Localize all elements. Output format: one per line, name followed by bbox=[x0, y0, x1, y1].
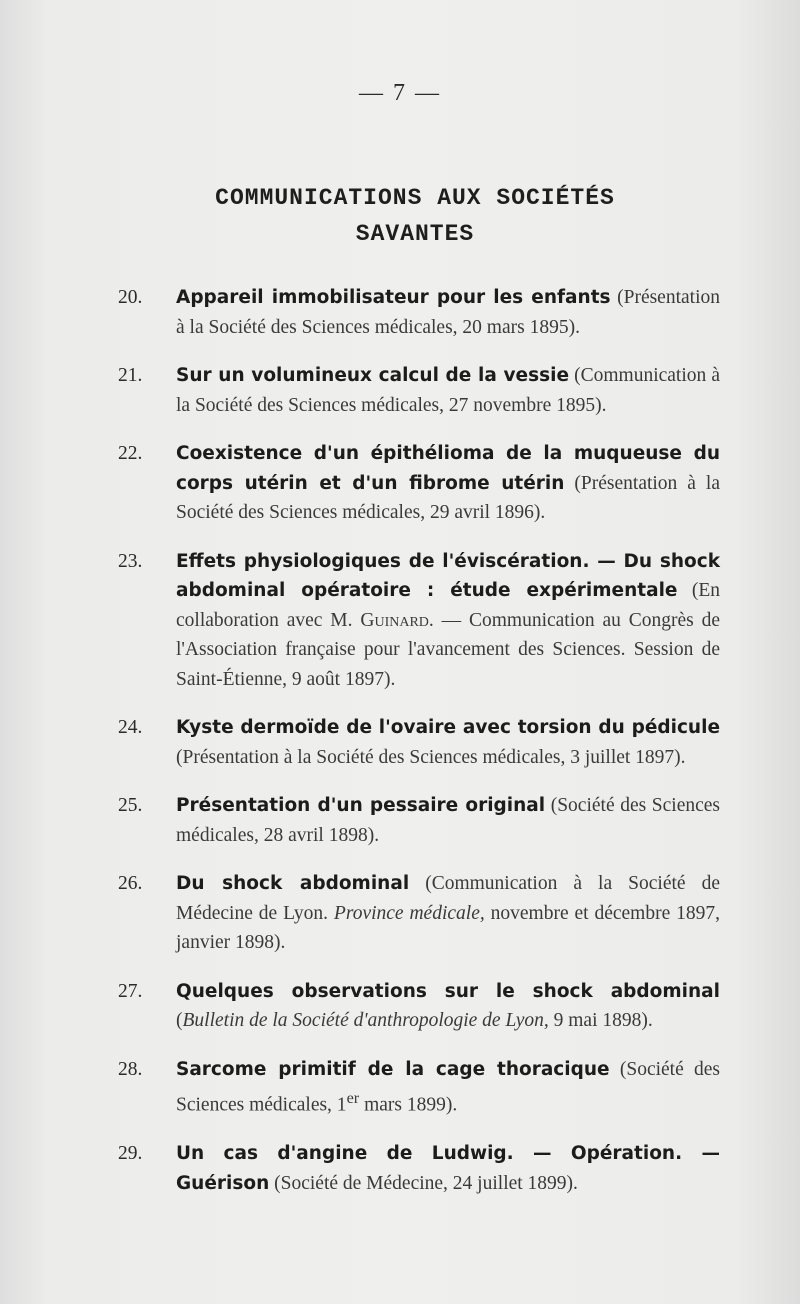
ordinal-superscript: er bbox=[346, 1089, 360, 1107]
page-number: — 7 — bbox=[359, 80, 441, 106]
collaborator-name: Guinard bbox=[360, 609, 429, 631]
entry-title: Coexistence d'un épithélioma de la muqueuse du corps utérin et d'un fibrome utérin bbox=[176, 443, 720, 494]
list-item bbox=[118, 869, 720, 958]
entry-details: (Présentation à la Société des Sciences médicales, 20 mars 1895). bbox=[176, 287, 720, 338]
journal-title: Province médicale, bbox=[333, 902, 485, 924]
journal-title: Bulletin de la Société d'anthropologie de Lyon, bbox=[182, 1010, 549, 1031]
entry-details-end: mars 1899). bbox=[364, 1094, 458, 1116]
entry-title: Présentation d'un pessaire original bbox=[176, 795, 546, 816]
entry-details-end: novembre et décembre 1897, janvier 1898). bbox=[176, 902, 720, 953]
entry-title: Sur un volumineux calcul de la vessie bbox=[176, 365, 570, 386]
entry-details: (Présentation à la Société des Sciences médicales, 29 avril 1896). bbox=[176, 472, 720, 523]
list-item bbox=[118, 713, 720, 772]
entry-details-start: (En collaboration avec M. bbox=[176, 580, 721, 631]
list-item bbox=[118, 547, 720, 695]
list-item bbox=[118, 791, 720, 850]
list-item bbox=[118, 1055, 720, 1121]
entry-title: Effets physiologiques de l'éviscération. — Du shock abdominal opératoire : étude expérimentale bbox=[176, 550, 720, 601]
entry-details-start: (Société des Sciences médicales, 1 bbox=[176, 1058, 721, 1116]
entry-number: 22. bbox=[118, 443, 143, 464]
entry-number: 21. bbox=[118, 365, 143, 386]
entry-title: Un cas d'angine de Ludwig. — Opération. — Guérison bbox=[176, 1143, 720, 1194]
entry-number: 26. bbox=[118, 873, 143, 894]
list-item bbox=[118, 283, 720, 342]
entry-details: (Communication à la Société des Sciences médicales, 27 novembre 1895). bbox=[176, 365, 721, 416]
entry-details: (Présentation à la Société des Sciences médicales, 3 juillet 1897). bbox=[176, 746, 686, 768]
entry-number: 28. bbox=[118, 1058, 143, 1080]
heading-line-2: SAVANTES bbox=[355, 221, 475, 247]
entry-title: Quelques observations sur le shock abdominal bbox=[176, 980, 720, 1002]
list-item bbox=[118, 977, 720, 1036]
list-item bbox=[118, 1139, 720, 1198]
entry-details: (Société des Sciences médicales, 28 avril 1898). bbox=[176, 795, 721, 846]
communications-list bbox=[118, 283, 720, 1217]
list-item bbox=[118, 439, 720, 528]
heading-line-1: COMMUNICATIONS AUX SOCIÉTÉS bbox=[215, 185, 615, 211]
entry-details-start: ( bbox=[176, 1010, 183, 1031]
entry-number: 27. bbox=[118, 980, 143, 1002]
entry-number: 29. bbox=[118, 1143, 143, 1164]
entry-title: Kyste dermoïde de l'ovaire avec torsion du pédicule bbox=[176, 717, 720, 738]
entry-title: Du shock abdominal bbox=[176, 873, 410, 894]
entry-details-start: (Communication à la Société de Médecine de Lyon. bbox=[176, 873, 720, 924]
entry-title: Sarcome primitif de la cage thoracique bbox=[176, 1058, 610, 1080]
entry-number: 20. bbox=[118, 287, 143, 308]
entry-title: Appareil immobilisateur pour les enfants bbox=[176, 287, 611, 308]
entry-details: (Société de Médecine, 24 juillet 1899). bbox=[274, 1172, 578, 1194]
entry-number: 25. bbox=[118, 795, 143, 816]
entry-number: 24. bbox=[118, 717, 143, 738]
entry-details-end: . — Communication au Congrès de l'Association française pour l'avancement des Sciences. Session de Saint-Étienne, 9 août 1897). bbox=[176, 609, 720, 690]
list-item bbox=[118, 361, 720, 420]
section-heading bbox=[100, 180, 730, 252]
entry-details-end: 9 mai 1898). bbox=[553, 1010, 653, 1031]
entry-number: 23. bbox=[118, 550, 143, 572]
